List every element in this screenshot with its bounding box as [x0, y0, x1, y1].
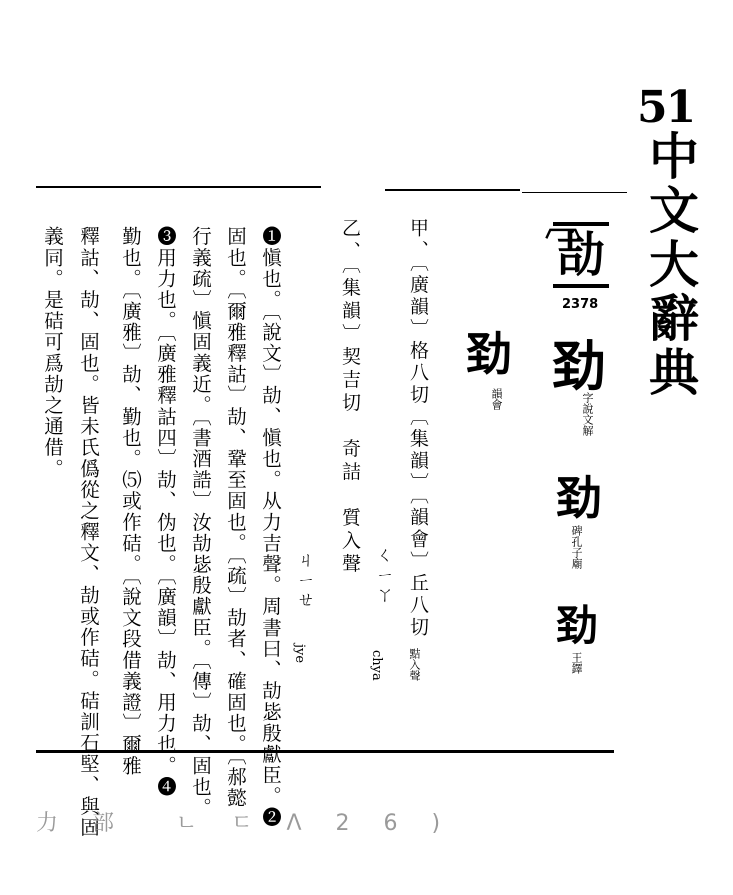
body-column-2: 固也。〔爾雅釋詁〕劼、鞏至固也。〔疏〕劼者、確固也。〔郝懿 [224, 226, 247, 809]
seal-form-note: 字說文解 [581, 392, 594, 436]
body-column-1: ❶愼也。〔說文〕劼、愼也。从力吉聲。周書曰、劼毖殷獻臣。❷ [259, 226, 282, 829]
head-character: 劼 [553, 222, 609, 288]
running-form-note: 韻會 [490, 388, 503, 410]
body-column-7: 義同。是硈可爲劼之通借。 [41, 226, 64, 480]
footer-handwritten-note: 力 部 ㄴ ㄷ Λ 2 6 ) [36, 811, 447, 836]
reading-jia-tone: 黠入聲 [408, 648, 421, 681]
entry-number: 2378 [562, 297, 599, 312]
top-rule-left [36, 186, 321, 188]
body-column-6: 釋詁、劼、固也。皆未氏僞從之釋文、劼或作硈。硈訓石堅、與固 [77, 226, 100, 838]
reading-yi: 乙、〔集韻〕契吉切 奇詰 質入聲 [339, 218, 361, 577]
reading-jia-zhuyin: ㄑㄧㄚ [373, 545, 394, 608]
reading-jia: 甲、〔廣韻〕格八切〔集韻〕〔韻會〕丘八切 [407, 218, 429, 639]
reading-yi-roman: jye [292, 644, 307, 664]
top-rule-right [522, 192, 627, 193]
body-column-3: 行義疏〕愼固義近。〔書酒誥〕汝劼毖殷獻臣。〔傳〕劼、固也。 [189, 226, 212, 819]
variant-note-1: 碑孔子廟 [570, 525, 583, 569]
variant-glyph-2: 𠡍 [556, 601, 599, 650]
reading-yi-zhuyin: ㄐㄧㄝ [294, 550, 315, 613]
reading-jia-roman: chya [369, 650, 384, 681]
variant-note-2: 王鐸 [570, 652, 583, 674]
body-column-5: 勤也。〔廣雅〕劼、勤也。⑸或作硈。〔說文段借義證〕爾雅 [119, 226, 142, 777]
variant-glyph-1: 𠡍 [556, 471, 602, 525]
book-title: 中文大辭典 [641, 130, 700, 400]
seal-form-glyph: 𠡍 [552, 334, 606, 398]
page-number: 51 [637, 82, 695, 133]
running-form-glyph: 𠡍 [466, 327, 512, 381]
head-bracket-left: 〔 [540, 203, 583, 240]
top-rule-mid [385, 189, 520, 191]
body-column-4: ❸用力也。〔廣雅釋詁四〕劼、伪也。〔廣韻〕劼、用力也。❹ [154, 226, 177, 798]
